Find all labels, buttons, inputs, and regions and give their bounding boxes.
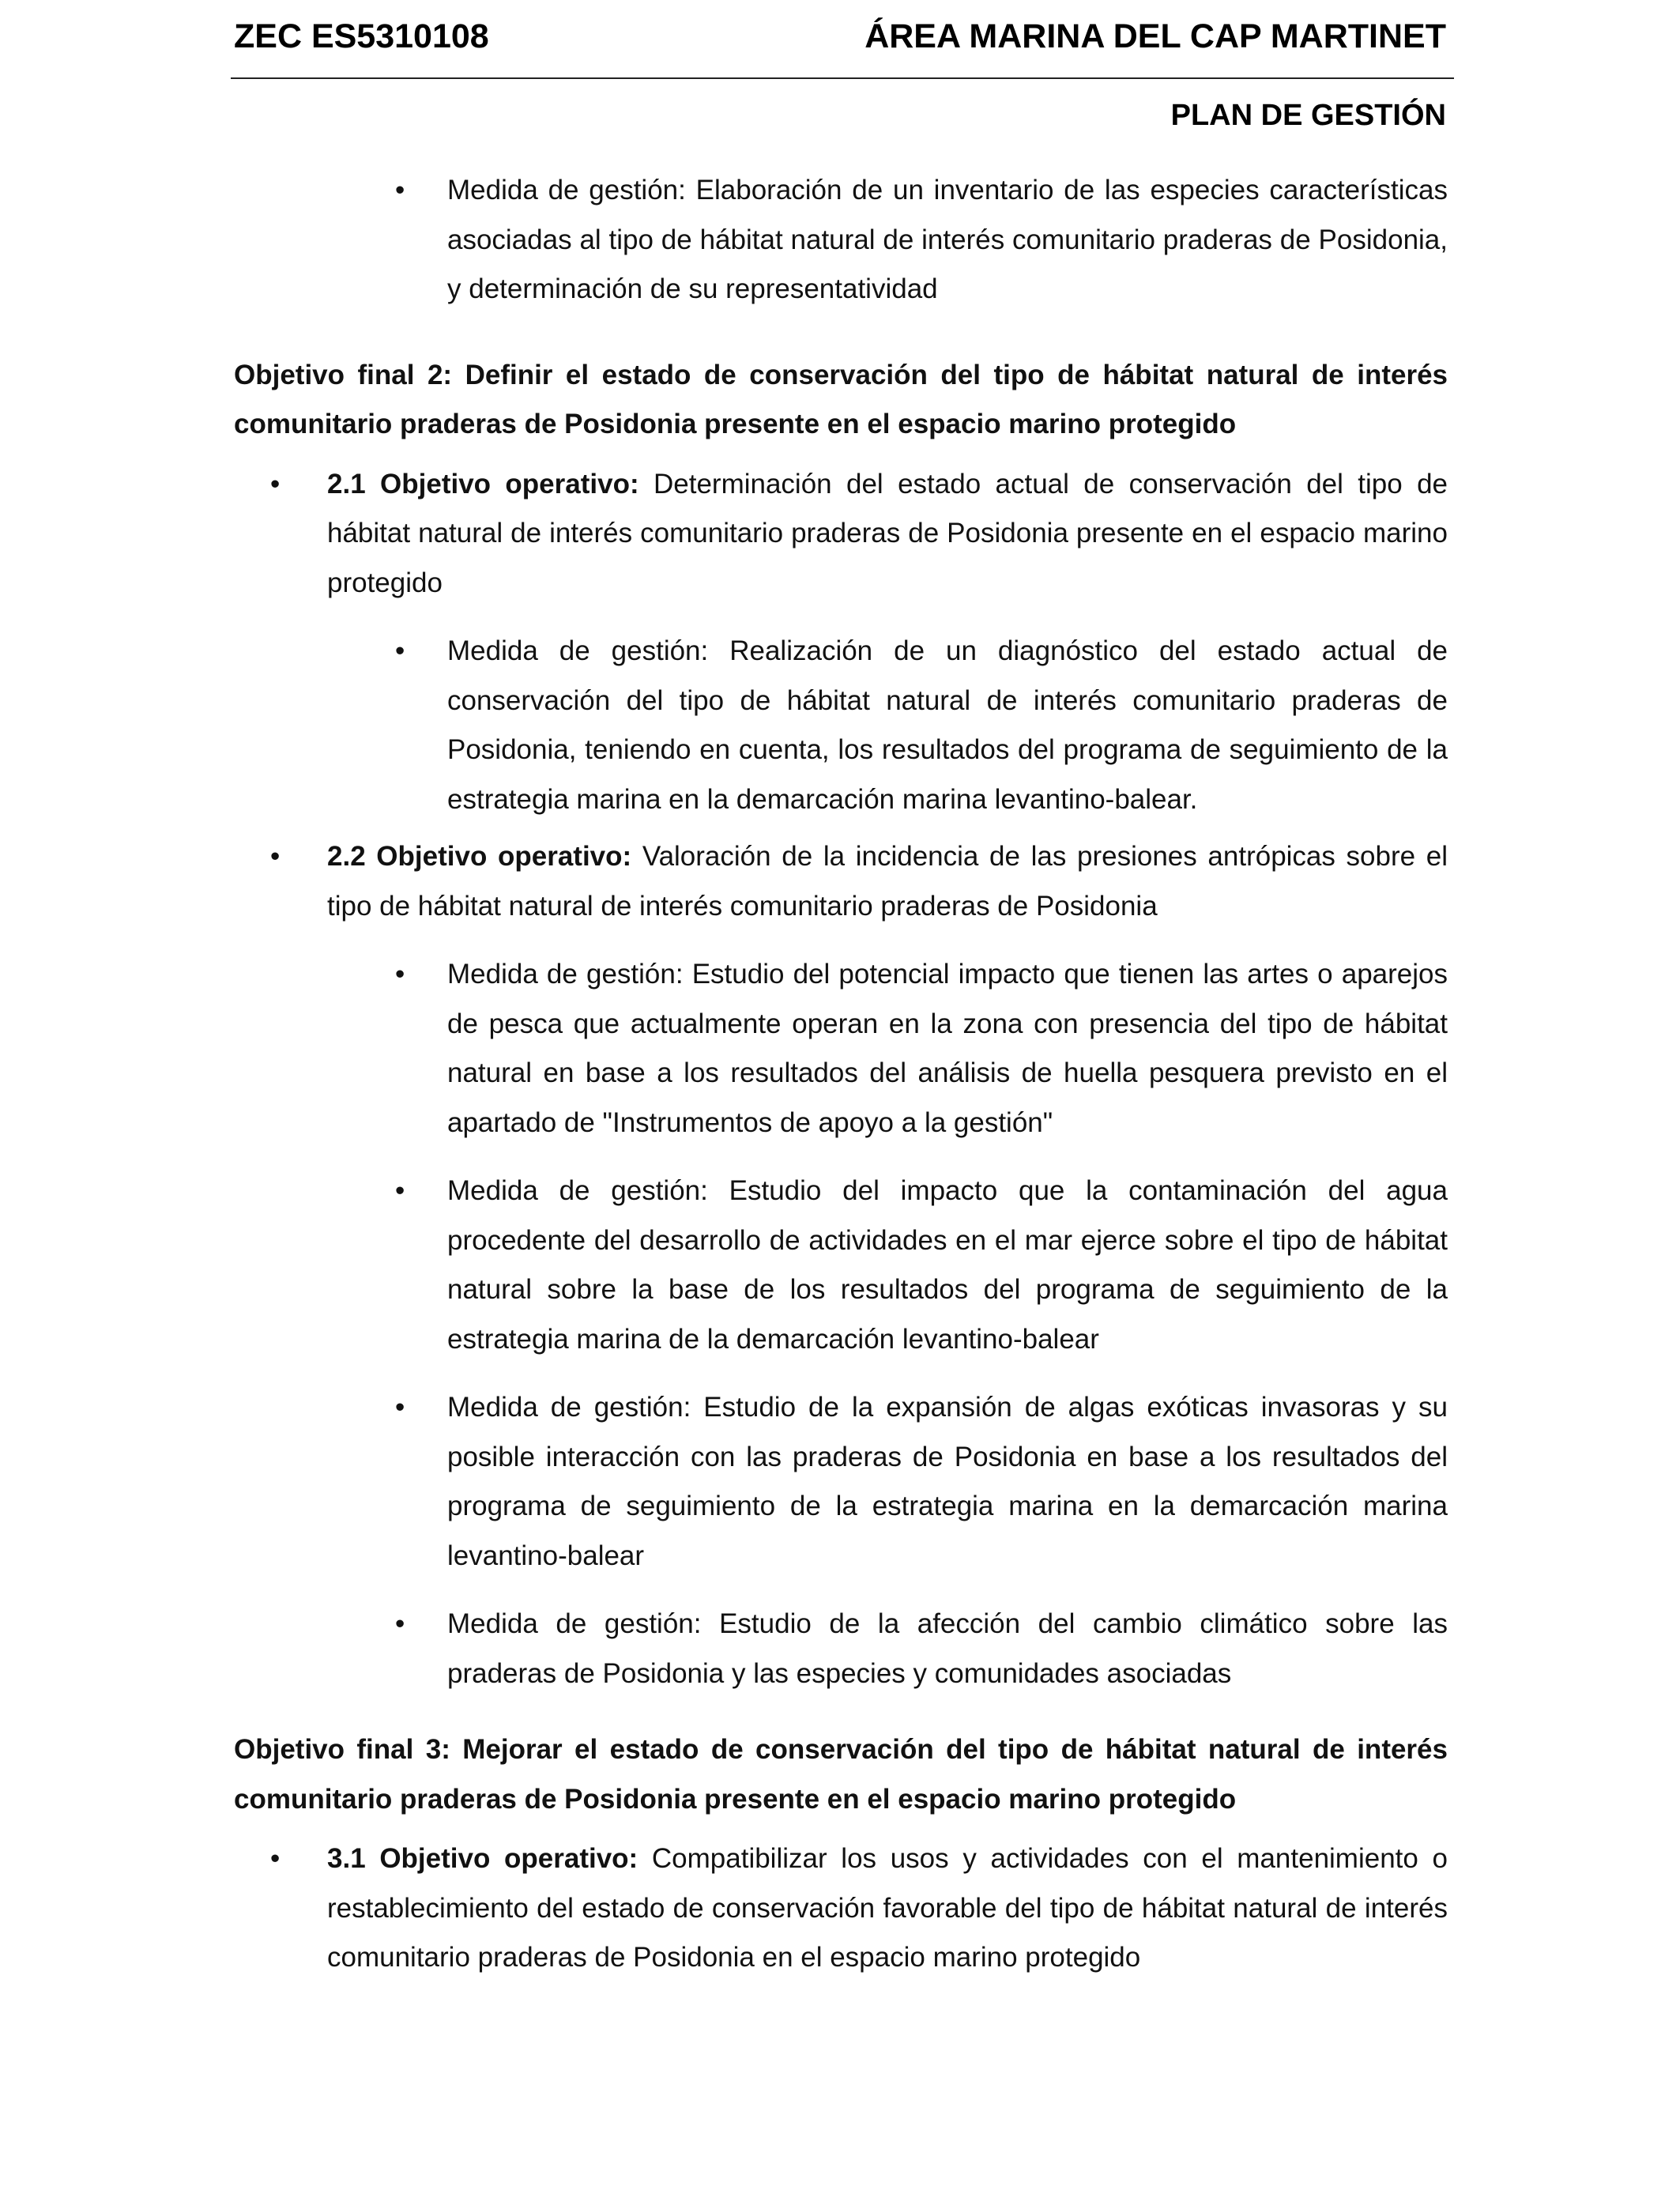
management-measure-text: Medida de gestión: Realización de un diagnóstico del estado actual de conservación del tipo de hábitat natural de interés comunitario praderas de Posidonia, teniendo en cuenta, los resultados del programa de seguimiento de la estrategia marina en la demarcación marina levantino-balear. xyxy=(447,635,1448,815)
header-subtitle: PLAN DE GESTIÓN xyxy=(1170,99,1446,132)
operational-objective-2-2 xyxy=(270,832,1448,931)
management-measure-text: Medida de gestión: Estudio de la expansión de algas exóticas invasoras y su posible interacción con las praderas de Posidonia en base a los resultados del programa de seguimiento de la estrategia marina en la demarcación marina levantino-balear xyxy=(447,1392,1448,1571)
management-measure-text: Medida de gestión: Estudio de la afección del cambio climático sobre las praderas de Posidonia y las especies y comunidades asociadas xyxy=(447,1608,1448,1689)
bullet-icon: • xyxy=(270,468,281,499)
bullet-icon: • xyxy=(395,959,405,990)
operational-objective-label: 2.2 Objetivo operativo: xyxy=(327,841,632,872)
bullet-icon: • xyxy=(395,1608,405,1639)
bullet-icon: • xyxy=(270,841,281,872)
header-site-code: ZEC ES5310108 xyxy=(234,17,489,55)
final-objective-2-heading: Objetivo final 2: Definir el estado de conservación del tipo de hábitat natural de interés comunitario praderas de Posidonia presente en el espacio marino protegido xyxy=(234,359,1448,439)
bullet-icon: • xyxy=(270,1843,281,1874)
header-divider xyxy=(231,77,1454,79)
operational-objective-text xyxy=(327,832,1448,931)
management-measure-text: Medida de gestión: Estudio del potencial impacto que tienen las artes o aparejos de pesca que actualmente operan en la zona con presencia del tipo de hábitat natural en base a los resultados del análisis de huella pesquera previsto en el apartado de "Instrumentos de apoyo a la gestión" xyxy=(447,959,1448,1138)
bullet-icon: • xyxy=(395,175,405,205)
bullet-icon: • xyxy=(395,1392,405,1423)
operational-objective-3-1 xyxy=(270,1834,1448,1983)
final-objective-3-heading: Objetivo final 3: Mejorar el estado de conservación del tipo de hábitat natural de interés comunitario praderas de Posidonia presente en el espacio marino protegido xyxy=(234,1734,1448,1815)
operational-objective-text xyxy=(327,460,1448,609)
management-measure-item xyxy=(395,1600,1448,1698)
management-measure-text: Medida de gestión: Estudio del impacto que la contaminación del agua procedente del desarrollo de actividades en el mar ejerce sobre el tipo de hábitat natural sobre la base de los resultados del programa de seguimiento de la estrategia marina de la demarcación levantino-balear xyxy=(447,1175,1448,1355)
management-measure-text: Medida de gestión: Elaboración de un inventario de las especies características asociadas al tipo de hábitat natural de interés comunitario praderas de Posidonia, y determinación de su representatividad xyxy=(447,175,1448,304)
operational-objective-body: Determinación del estado actual de conservación del tipo de hábitat natural de interés comunitario praderas de Posidonia presente en el espacio marino protegido xyxy=(327,468,1448,598)
management-measure-item xyxy=(395,627,1448,824)
management-measure-item xyxy=(395,1383,1448,1581)
bullet-icon: • xyxy=(395,1175,405,1206)
operational-objective-text xyxy=(327,1834,1448,1983)
operational-objective-2-1 xyxy=(270,460,1448,609)
management-measure-item xyxy=(395,1167,1448,1364)
operational-objective-body: Valoración de la incidencia de las presiones antrópicas sobre el tipo de hábitat natural de interés comunitario praderas de Posidonia xyxy=(327,841,1448,922)
operational-objective-body: Compatibilizar los usos y actividades con el mantenimiento o restablecimiento del estado de conservación favorable del tipo de hábitat natural de interés comunitario praderas de Posidonia en el espacio marino protegido xyxy=(327,1843,1448,1973)
document-body xyxy=(234,166,1448,1983)
operational-objective-label: 2.1 Objetivo operativo: xyxy=(327,468,639,499)
management-measure-item xyxy=(395,166,1448,315)
operational-objective-label: 3.1 Objetivo operativo: xyxy=(327,1843,638,1874)
management-measure-item xyxy=(395,950,1448,1148)
header-site-name: ÁREA MARINA DEL CAP MARTINET xyxy=(864,17,1446,55)
bullet-icon: • xyxy=(395,635,405,666)
